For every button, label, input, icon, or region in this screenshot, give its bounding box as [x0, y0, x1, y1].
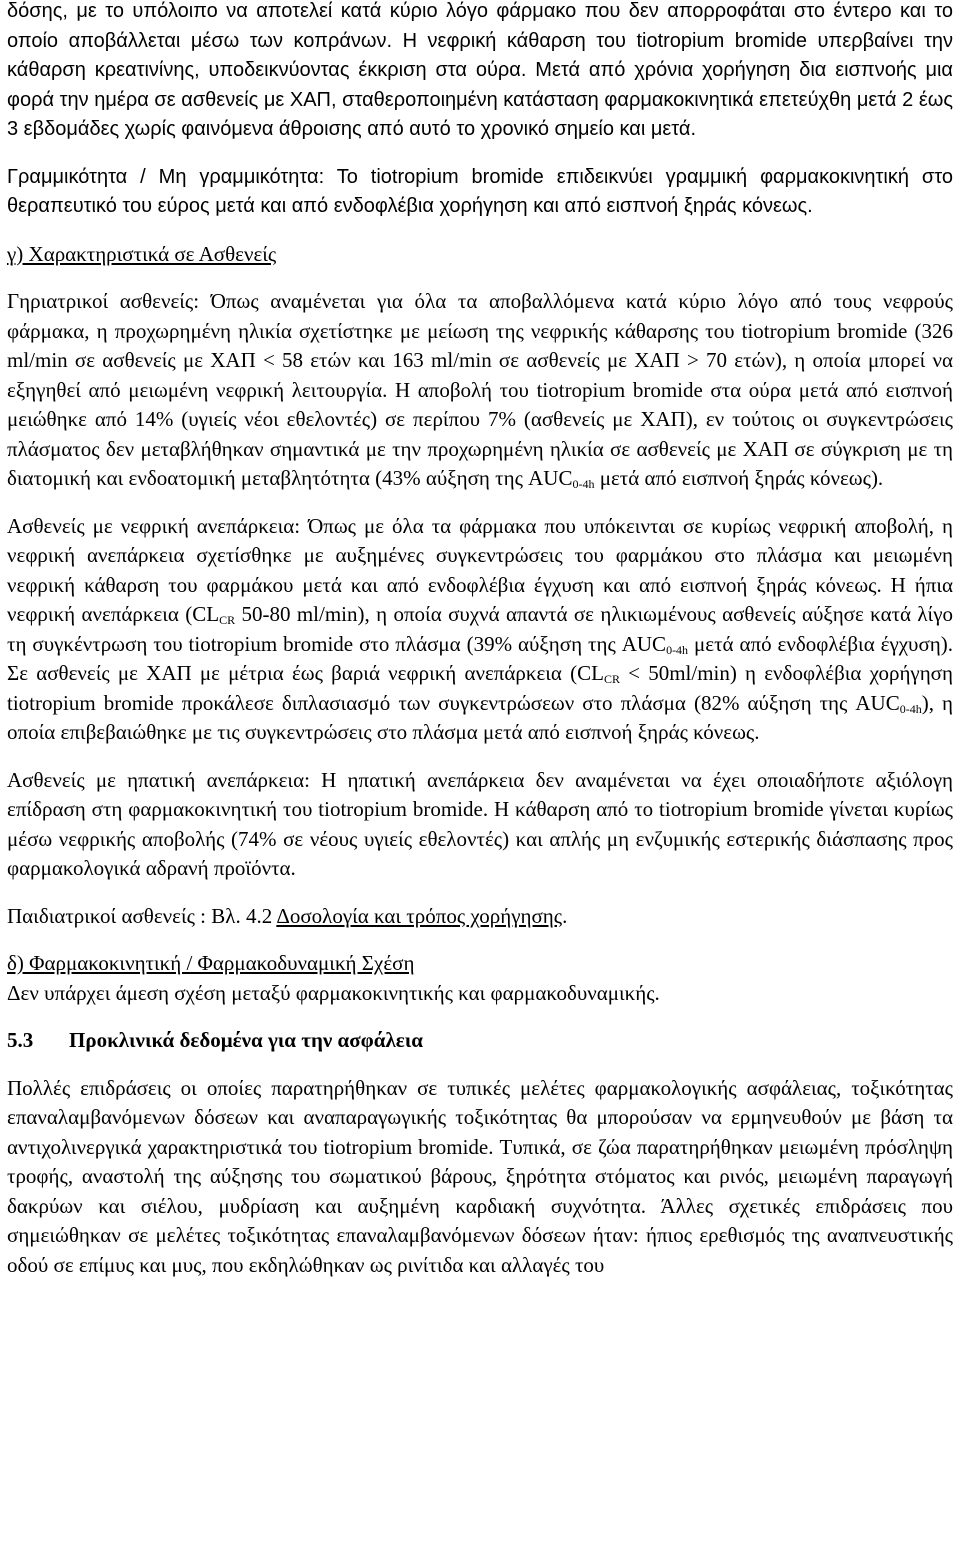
clcr-subscript: CR — [603, 672, 620, 686]
pediatric-text: Παιδιατρικοί ασθενείς : Βλ. 4.2 — [7, 903, 277, 928]
geriatric-text-a: Γηριατρικοί ασθενείς: Όπως αναμένεται για όλα τα αποβαλλόμενα κατά κύριο λόγο από τους νεφρούς φάρμακα, η προχωρημένη ηλικία σχετίστηκε με μείωση της νεφρικής κάθαρσης του tiotropium bromide (326 ml/min σε ασθενείς με ΧΑΠ < 58 ετών και 163 ml/min σε ασθενείς με ΧΑΠ > 70 ετών), η οποία μπορεί να εξηγηθεί από μειωμένη νεφρική λειτουργία. Η αποβολή του tiotropium bromide στα ούρα μετά από εισπνοή μειώθηκε από 14% (υγιείς νέοι εθελοντές) σε περίπου 7% (ασθενείς με ΧΑΠ), εν τούτοις οι συγκεντρώσεις πλάσματος δεν μεταβλήθηκαν σημαντικά με την προχωρημένη ηλικία σε ασθενείς με ΧΑΠ σε σύγκριση με τη διατομική και ενδοατομική μεταβλητότητα (43% αύξηση της AUC — [7, 289, 953, 490]
renal-text-a: Ασθενείς με νεφρική ανεπάρκεια: Όπως με όλα τα φάρμακα που υπόκεινται σε κυρίως νεφρική αποβολή, η νεφρική ανεπάρκεια σχετίσθηκε με αυξημένες συγκεντρώσεις του φαρμάκου στο πλάσμα και μειωμένη νεφρική κάθαρση του φαρμάκου μετά και από ενδοφλέβια έγχυση και από εισπνοή ξηράς κόνεως. Η ήπια νεφρική ανεπάρκεια (CL — [7, 513, 953, 626]
paragraph-pediatric — [7, 902, 953, 932]
paragraph-geriatric — [7, 287, 953, 494]
auc-subscript: 0-4h — [572, 477, 595, 491]
subheading-pk-pd-relationship-text: δ) Φαρμακοκινητική / Φαρμακοδυναμική Σχέση — [7, 951, 415, 975]
paragraph-pk-pd: Δεν υπάρχει άμεση σχέση μεταξύ φαρμακοκινητικής και φαρμακοδυναμικής. — [7, 980, 660, 1005]
auc-subscript: 0-4h — [899, 701, 922, 716]
section-title: Προκλινικά δεδομένα για την ασφάλεια — [69, 1028, 424, 1052]
paragraph-elimination-text: δόσης, με το υπόλοιπο να αποτελεί κατά κύριο λόγο φάρμακο που δεν απορροφάται στο έντερο και το οποίο αποβάλλεται μέσω των κοπράνων. Η νεφρική κάθαρση του tiotropium bromide υπερβαίνει την κάθαρση κρεατινίνης, υποδεικνύοντας έκκριση στα ούρα. Μετά από χρόνια χορήγηση δια εισπνοής μια φορά την ημέρα σε ασθενείς με ΧΑΠ, σταθεροποιημένη κατάσταση φαρμακοκινητικά επετεύχθη μετά 2 έως 3 εβδομάδες χωρίς φαινόμενα άθροισης από αυτό το χρονικό σημείο και μετά. — [7, 0, 953, 140]
pediatric-text-end: . — [562, 903, 568, 928]
paragraph-linearity: Γραμμικότητα / Μη γραμμικότητα: Το tiotropium bromide επιδεικνύει γραμμική φαρμακοκινητική στο θεραπευτικό του εύρος μετά και από ενδοφλέβια χορήγηση και από εισπνοή ξηράς κόνεως. — [7, 165, 953, 217]
paragraph-elimination — [7, 0, 953, 145]
paragraph-preclinical: Πολλές επιδράσεις οι οποίες παρατηρήθηκαν σε τυπικές μελέτες φαρμακολογικής ασφάλειας, τοξικότητας επαναλαμβανόμενων δόσεων και αναπαραγωγικής τοξικότητας θα μπορούσαν να ερμηνευθούν με βάση τα αντιχολινεργικά χαρακτηριστικά του tiotropium bromide. Τυπικά, σε ζώα παρατηρήθηκαν μειωμένη πρόσληψη τροφής, αναστολή της αύξησης του σωματικού βάρους, ξηρότητα στόματος και ρινός, μειωμένη παραγωγή δακρύων και σιέλου, μυδρίαση και αυξημένη καρδιακή συχνότητα. Άλλες σχετικές επιδράσεις που σημειώθηκαν σε μελέτες τοξικότητας επαναλαμβανόμενων δόσεων ήταν: ήπιος ερεθισμός της αναπνευστικής οδού σε επίμυς και μυς, που εκδηλώθηκαν ως ρινίτιδα και αλλαγές του — [7, 1075, 953, 1277]
section-heading — [7, 1026, 953, 1056]
subheading-patient-characteristics-text: γ) Χαρακτηριστικά σε Ασθενείς — [7, 241, 277, 266]
renal-text-e: ), η οποία επιβεβαιώθηκε με τις συγκεντρώσεις στο πλάσμα μετά από εισπνοή ξηράς κόνεως. — [7, 690, 954, 744]
geriatric-text-b: μετά από εισπνοή ξηράς κόνεως). — [594, 466, 884, 490]
renal-text-c: μετά από ενδοφλέβια έγχυση). Σε ασθενείς με ΧΑΠ με μέτρια έως βαριά νεφρική ανεπάρκεια (CL — [7, 631, 954, 685]
paragraph-renal — [7, 512, 953, 748]
paragraph-hepatic: Ασθενείς με ηπατική ανεπάρκεια: Η ηπατική ανεπάρκεια δεν αναμένεται να έχει οποιαδήποτε αξιόλογη επίδραση στη φαρμακοκινητική του tiotropium bromide. Η κάθαρση από το tiotropium bromide γίνεται κυρίως μέσω νεφρικής αποβολής (74% σε νέους υγιείς εθελοντές) και απλής μη ενζυμικής εστερικής διάσπασης προς φαρμακολογικά αδρανή προϊόντα. — [7, 767, 953, 880]
section-number: 5.3 — [7, 1028, 34, 1052]
auc-subscript: 0-4h — [666, 642, 689, 657]
renal-text-d: < 50ml/min) η ενδοφλέβια χορήγηση tiotropium bromide προκάλεσε διπλασιασμό των συγκεντρώσεων στο πλάσμα (82% αύξηση της AUC — [7, 661, 953, 715]
clcr-subscript: CR — [219, 613, 236, 627]
renal-text-b: 50-80 ml/min), η οποία συχνά απαντά σε ηλικιωμένους ασθενείς αύξησε κατά λίγο τη συγκέντρωση του tiotropium bromide στο πλάσμα (39% αύξηση της AUC — [7, 602, 953, 656]
posology-section-link[interactable]: Δοσολογία και τρόπος χορήγησης — [276, 903, 563, 928]
subheading-pk-pd-relationship — [7, 949, 953, 979]
subheading-patient-characteristics — [7, 240, 953, 270]
